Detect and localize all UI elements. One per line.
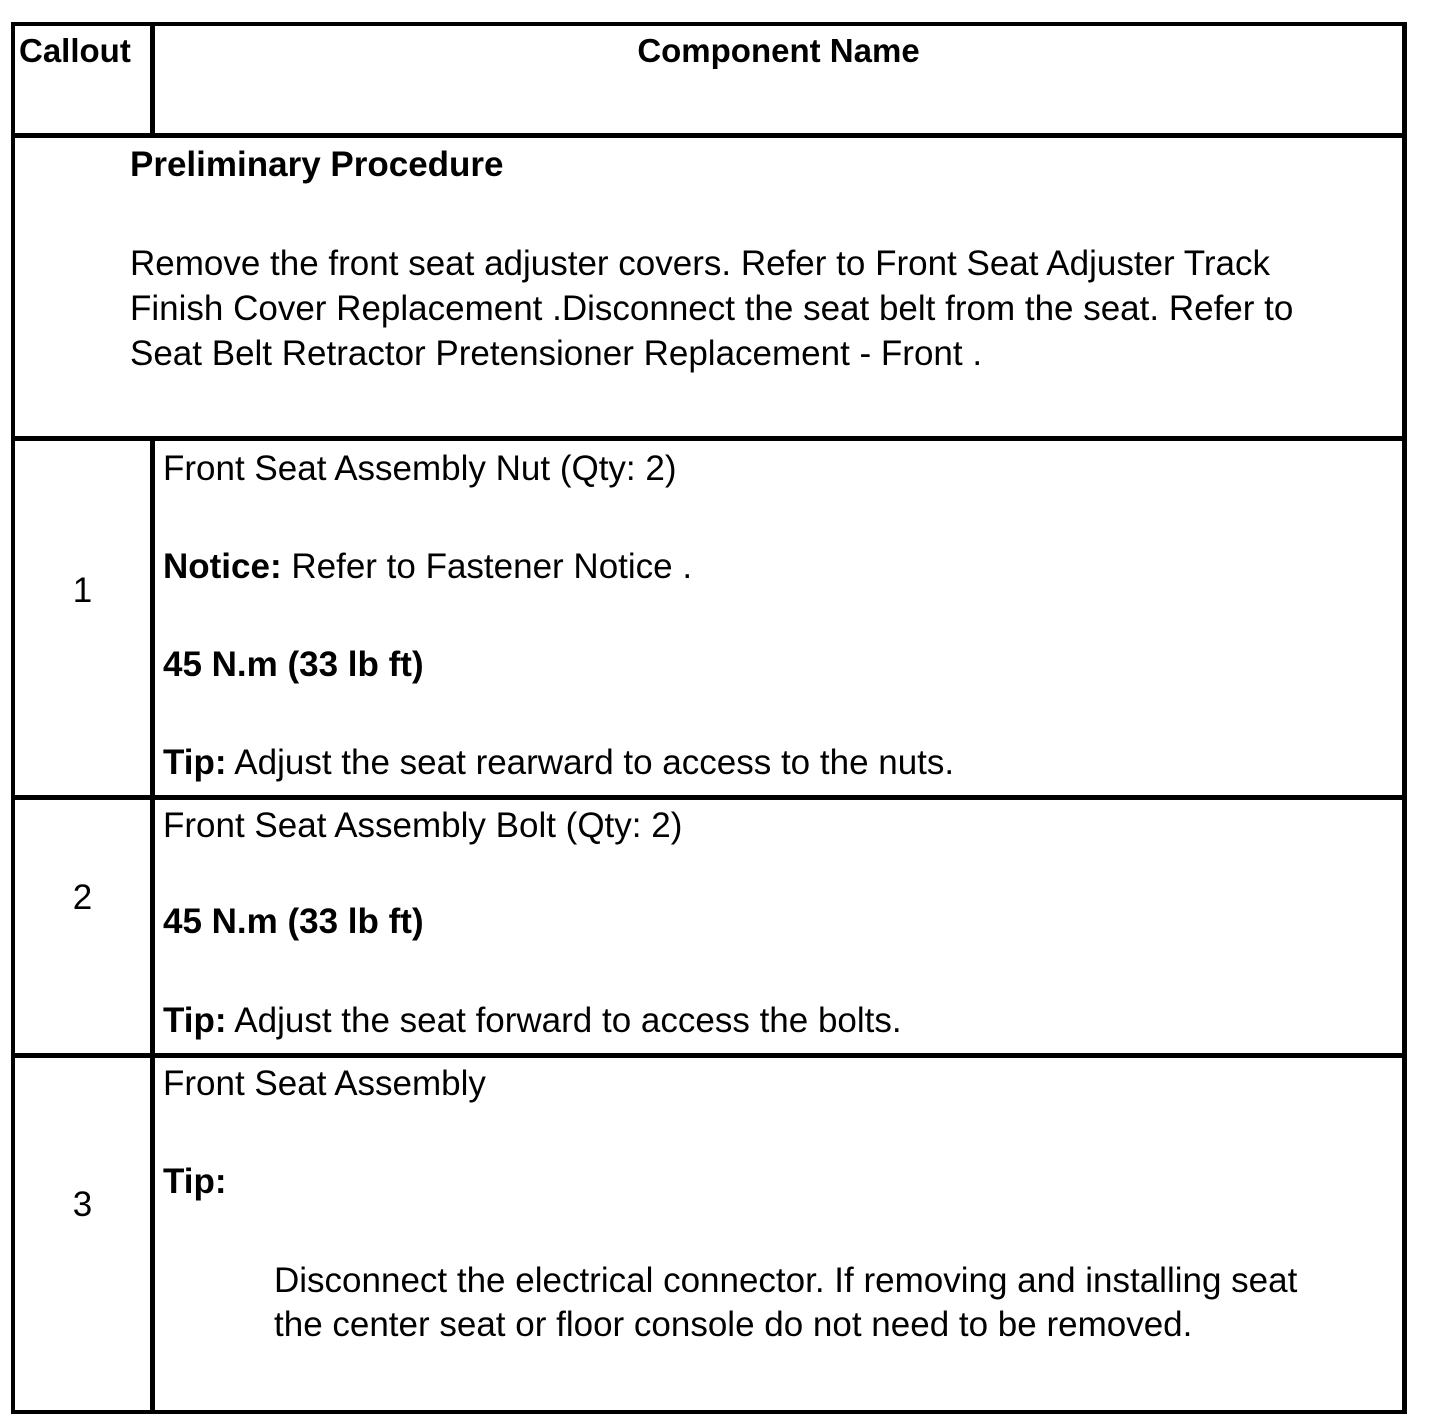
row2-tip <box>163 999 902 1043</box>
row1-tip-label: Tip: <box>163 743 227 782</box>
column-divider-body <box>150 438 155 1414</box>
row1-component-name: Front Seat Assembly Nut (Qty: 2) <box>163 449 677 488</box>
header-divider <box>11 133 1407 138</box>
row3-tip-line-2: the center seat or floor console do not need to be removed. <box>274 1305 1193 1344</box>
callout-3: 3 <box>72 1185 93 1224</box>
row1-notice-label: Notice: <box>163 547 282 586</box>
row1-notice-text: Refer to Fastener Notice . <box>281 547 693 586</box>
header-component-name: Component Name <box>637 32 920 69</box>
table-border-right <box>1402 22 1407 1414</box>
header-callout: Callout <box>19 32 131 69</box>
row2-torque: 45 N.m (33 lb ft) <box>163 902 424 941</box>
preliminary-divider <box>11 436 1407 441</box>
row1-torque: 45 N.m (33 lb ft) <box>163 645 424 684</box>
row3-component-name: Front Seat Assembly <box>163 1064 486 1103</box>
row1-tip <box>163 741 954 785</box>
row1-notice <box>163 545 692 589</box>
preliminary-line-3: Seat Belt Retractor Pretensioner Replacement - Front . <box>130 334 983 373</box>
row2-tip-text: Adjust the seat forward to access the bolts. <box>226 1001 902 1040</box>
preliminary-line-1: Remove the front seat adjuster covers. Refer to Front Seat Adjuster Track <box>130 244 1270 283</box>
table-border-top <box>11 22 1407 26</box>
preliminary-line-2: Finish Cover Replacement .Disconnect the seat belt from the seat. Refer to <box>130 289 1294 328</box>
row3-tip-label: Tip: <box>163 1162 227 1201</box>
row2-tip-label: Tip: <box>163 1001 227 1040</box>
row1-tip-text: Adjust the seat rearward to access to the nuts. <box>226 743 955 782</box>
table-border-bottom <box>11 1410 1407 1414</box>
preliminary-title: Preliminary Procedure <box>130 145 504 184</box>
row3-tip-line-1: Disconnect the electrical connector. If removing and installing seat <box>274 1261 1298 1300</box>
callout-1: 1 <box>72 571 93 610</box>
row2-divider <box>11 1053 1407 1058</box>
callout-2: 2 <box>72 878 93 917</box>
row2-component-name: Front Seat Assembly Bolt (Qty: 2) <box>163 806 683 845</box>
row1-divider <box>11 795 1407 800</box>
